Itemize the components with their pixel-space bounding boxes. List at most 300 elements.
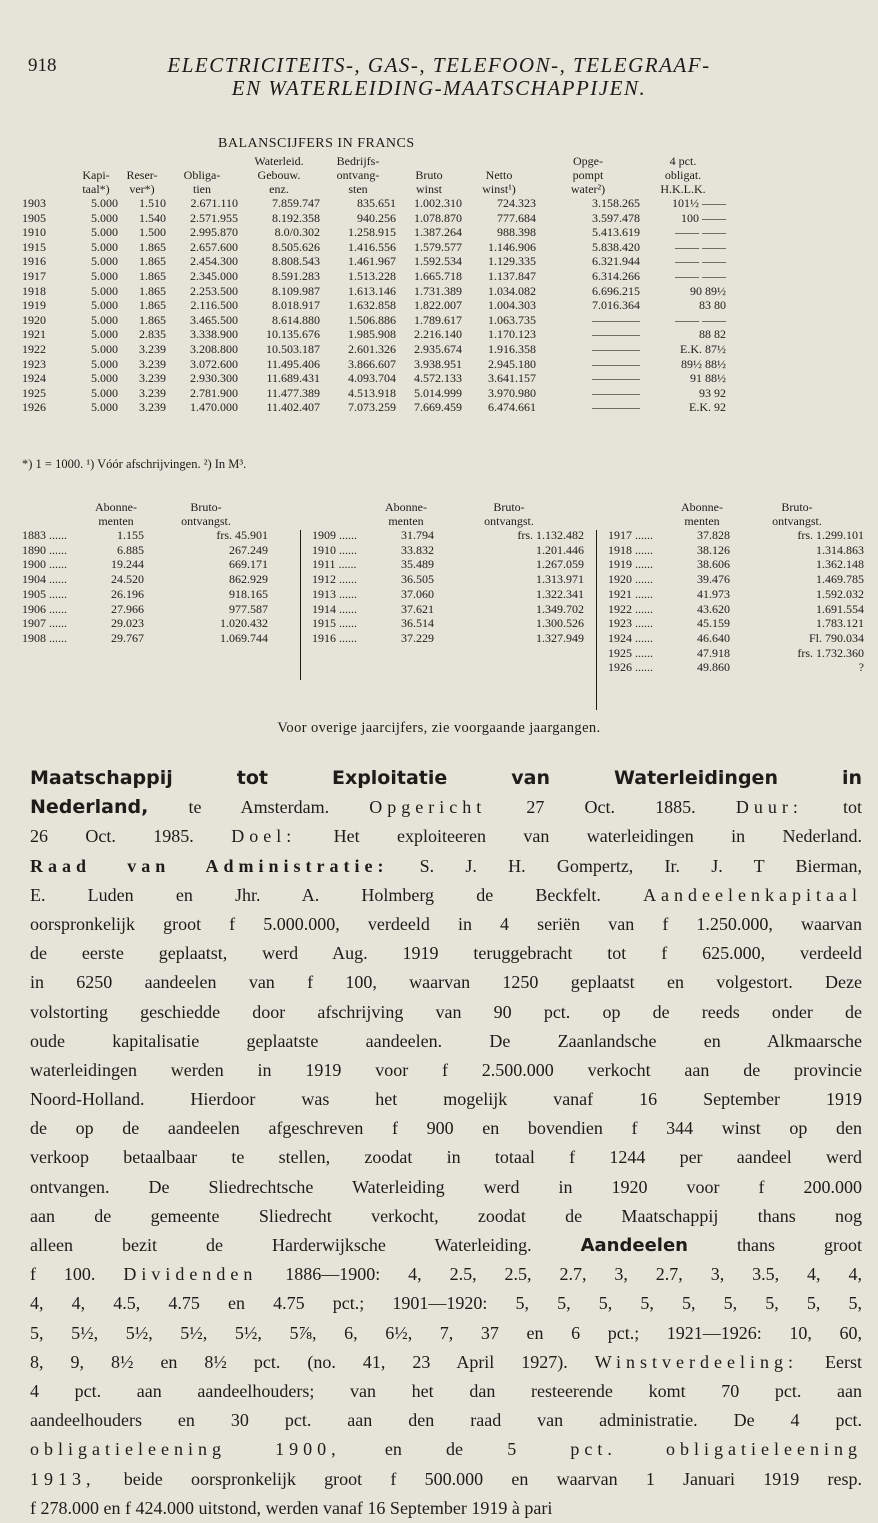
table-cell: 91 88½: [690, 371, 726, 386]
row-year: 1915: [22, 239, 46, 254]
subscribers-table-2: [312, 500, 584, 646]
text-line: 4, 4, 4.5, 4.75 en 4.75 pct.; 1901—1920: 5, 5, 5, 5, 5, 5, 5, 5, 5,: [30, 1293, 862, 1314]
row-year: 1911 ......: [312, 557, 357, 572]
table-cell: 3.970.980: [488, 385, 536, 400]
table-row: [312, 616, 584, 631]
text-segment: 1886—1900: 4, 2.5, 2.5, 2.7, 3, 2.7, 3, 3.5, 4, 4,: [257, 1264, 862, 1285]
row-year: 1925 ......: [608, 645, 653, 660]
row-year: 1924: [22, 371, 46, 386]
table-cell: 46.640: [697, 630, 730, 645]
table-cell: 3.641.157: [488, 371, 536, 386]
table-cell: 37.621: [401, 601, 434, 616]
row-year: 1920: [22, 312, 46, 327]
table-cell: 3.338.900: [190, 327, 238, 342]
table-cell: 3.465.500: [190, 312, 238, 327]
table-cell: 33.832: [401, 542, 434, 557]
table-cell: 5.000: [91, 385, 118, 400]
keyword-profit-distribution: Winstverdeeling:: [594, 1351, 799, 1372]
table-cell: frs. 1.299.101: [797, 528, 864, 542]
text-line: f 278.000 en f 424.000 uitstond, werden vanaf 16 September 1919 à pari: [30, 1497, 553, 1518]
row-year: 1918 ......: [608, 542, 653, 557]
table-cell: 5.000: [91, 298, 118, 313]
table-cell: 2.116.500: [190, 298, 238, 313]
text-segment: beide oorspronkelijk groot f 500.000 en waarvan 1 Januari 1919 resp.: [95, 1468, 862, 1489]
table-cell: 1.469.785: [816, 572, 864, 587]
table-cell: 83 80: [699, 298, 726, 313]
balance-table-title: BALANSCIJFERS IN FRANCS: [218, 136, 415, 151]
table-cell: 5.000: [91, 283, 118, 298]
table-cell: —— ——: [675, 312, 726, 327]
table-cell: ————: [592, 400, 640, 415]
table-cell: 36.514: [401, 616, 434, 631]
subscribers-table-3: [608, 500, 864, 675]
table-cell: 5.413.619: [592, 225, 640, 240]
table-cell: ————: [592, 327, 640, 342]
table-cell: ————: [592, 385, 640, 400]
table-cell: 6.885: [117, 542, 144, 557]
table-cell: 8.808.543: [272, 254, 320, 269]
company-description: [30, 764, 862, 1523]
table-row: [22, 528, 268, 543]
row-year: 1903: [22, 196, 46, 210]
table-row: [608, 528, 864, 543]
table-cell: 5.000: [91, 239, 118, 254]
table-cell: 101½ ——: [672, 196, 726, 210]
table-row: [22, 327, 726, 342]
table-cell: 37.828: [697, 528, 730, 542]
table-row: [22, 557, 268, 572]
text-line: de eerste geplaatst, werd Aug. 1919 teruggebracht tot f 625.000, verdeeld: [30, 943, 862, 964]
text-line: ontvangen. De Sliedrechtsche Waterleiding werd in 1920 voor f 200.000: [30, 1176, 862, 1197]
text-line: [30, 852, 862, 881]
row-year: 1920 ......: [608, 572, 653, 587]
table-cell: ————: [592, 356, 640, 371]
table-row: [312, 543, 584, 558]
table-row: [608, 587, 864, 602]
table-row: [22, 616, 268, 631]
row-year: 1917 ......: [608, 528, 653, 542]
table-cell: 5.000: [91, 196, 118, 210]
table-cell: 3.597.478: [592, 210, 640, 225]
table-row: [608, 557, 864, 572]
table-cell: 6.474.661: [488, 400, 536, 415]
table-cell: 3.208.800: [190, 341, 238, 356]
table-cell: 1.201.446: [536, 542, 584, 557]
table-cell: 37.060: [401, 586, 434, 601]
table-cell: 10.135.676: [266, 327, 320, 342]
table-cell: 5.000: [91, 210, 118, 225]
table-cell: 977.587: [229, 601, 268, 616]
balance-column-header: 4 pct. obligat. H.K.L.K.: [660, 154, 706, 196]
keyword-bond-year: 1913,: [30, 1468, 96, 1489]
text-segment: S. J. H. Gompertz, Ir. J. T Bierman,: [388, 855, 862, 876]
table-row: [22, 543, 268, 558]
balance-footnote: *) 1 = 1000. ¹) Vóór afschrijvingen. ²) In M³.: [22, 457, 247, 471]
table-cell: 8.614.880: [272, 312, 320, 327]
table-cell: 89½ 88½: [681, 356, 726, 371]
table-cell: 1.500: [139, 225, 166, 240]
table-cell: 1.004.303: [488, 298, 536, 313]
table-cell: 5.000: [91, 327, 118, 342]
text-segment: E. Luden en Jhr. A. Holmberg de Beckfelt.: [30, 884, 644, 905]
table-cell: 7.016.364: [592, 298, 640, 313]
table-cell: 2.345.000: [190, 268, 238, 283]
balance-column-header: Bruto winst: [415, 168, 443, 196]
table-cell: 11.689.431: [266, 371, 320, 386]
row-year: 1918: [22, 283, 46, 298]
table-row: [608, 646, 864, 661]
table-row: [22, 269, 726, 284]
table-cell: 5.000: [91, 400, 118, 415]
table-row: [312, 557, 584, 572]
table-cell: 918.165: [229, 586, 268, 601]
row-year: 1923 ......: [608, 616, 653, 631]
table-cell: 5.000: [91, 268, 118, 283]
table-cell: 4.572.133: [414, 371, 462, 386]
row-year: 1922: [22, 341, 46, 356]
table-cell: 5.014.999: [414, 385, 462, 400]
table-cell: 36.505: [401, 572, 434, 587]
text-segment: f 100.: [30, 1264, 124, 1285]
table-cell: —— ——: [675, 239, 726, 254]
table-row: [22, 313, 726, 328]
text-line: 5, 5½, 5½, 5½, 5½, 5⅞, 6, 6½, 7, 37 en 6 pct.; 1921—1926: 10, 60,: [30, 1322, 862, 1343]
balance-column-header: Opge- pompt water²): [570, 154, 606, 196]
keyword-purpose: Doel:: [231, 826, 297, 847]
table-cell: 1.069.744: [220, 630, 268, 645]
table-cell: E.K. 87½: [680, 341, 726, 356]
table-cell: 90 89½: [690, 283, 726, 298]
balance-figures-table: [22, 154, 726, 415]
table-cell: 2.945.180: [488, 356, 536, 371]
table-row: [22, 342, 726, 357]
table-cell: 3.866.607: [348, 356, 396, 371]
table-cell: 27.966: [111, 601, 144, 616]
table-cell: 8.192.358: [272, 210, 320, 225]
balance-column-header: Bedrijfs- ontvang- sten: [336, 154, 380, 196]
table-cell: 5.838.420: [592, 239, 640, 254]
table-cell: 2.601.326: [348, 341, 396, 356]
table-cell: frs. 1.732.360: [797, 645, 864, 660]
row-year: 1919: [22, 298, 46, 313]
table-cell: 862.929: [229, 572, 268, 587]
company-name-cont: Nederland,: [30, 796, 149, 819]
see-previous-volumes-note: Voor overige jaarcijfers, zie voorgaande jaargangen.: [277, 720, 601, 736]
table-cell: 1.327.949: [536, 630, 584, 645]
table-cell: 11.402.407: [266, 400, 320, 415]
table-cell: 8.591.283: [272, 268, 320, 283]
column-divider: [300, 530, 301, 680]
table-row: [312, 587, 584, 602]
table-cell: 1.155: [117, 528, 144, 542]
table-cell: 5.000: [91, 371, 118, 386]
table-cell: 6.321.944: [592, 254, 640, 269]
table-cell: 1.300.526: [536, 616, 584, 631]
table-cell: 1.865: [139, 312, 166, 327]
row-year: 1914 ......: [312, 601, 357, 616]
subscribers-header-revenue: Bruto- ontvangst.: [772, 500, 822, 528]
keyword-shares: Aandeelen: [580, 1235, 688, 1256]
row-year: 1904 ......: [22, 572, 67, 587]
table-cell: 5.000: [91, 312, 118, 327]
table-cell: 41.973: [697, 586, 730, 601]
table-cell: 940.256: [357, 210, 396, 225]
table-cell: Fl. 790.034: [808, 630, 864, 645]
table-cell: 31.794: [401, 528, 434, 542]
text-segment: 26 Oct. 1985.: [30, 826, 232, 847]
table-row: [312, 528, 584, 543]
table-cell: 100 ——: [681, 210, 726, 225]
keyword-bond-1900: obligatieleening 1900,: [30, 1439, 341, 1460]
table-cell: 37.229: [401, 630, 434, 645]
text-line: oude kapitalisatie geplaatste aandeelen. De Zaanlandsche en Alkmaarsche: [30, 1030, 862, 1051]
row-year: 1905: [22, 210, 46, 225]
table-row: [22, 572, 268, 587]
text-segment: Het exploiteeren van waterleidingen in Nederland.: [296, 826, 862, 847]
row-year: 1908 ......: [22, 630, 67, 645]
text-line: [30, 1465, 862, 1494]
table-cell: 8.505.626: [272, 239, 320, 254]
table-cell: 29.023: [111, 616, 144, 631]
table-cell: 1.865: [139, 283, 166, 298]
balance-column-header: Kapi- taal*): [82, 168, 110, 196]
text-line: 4 pct. aan aandeelhouders; van het dan resteerende komt 70 pct. aan: [30, 1380, 862, 1401]
keyword-founded: Opgericht: [369, 797, 487, 818]
table-row: [22, 386, 726, 401]
table-cell: 8.018.917: [272, 298, 320, 313]
text-line: [30, 822, 862, 851]
table-cell: 1.137.847: [488, 268, 536, 283]
table-cell: 88 82: [699, 327, 726, 342]
keyword-board: Raad van Administratie:: [30, 855, 389, 876]
table-cell: 45.159: [697, 616, 730, 631]
subscribers-header-count: Abonne- menten: [385, 500, 427, 528]
text-line: de op de aandeelen afgeschreven f 900 en bovendien f 344 winst op den: [30, 1118, 862, 1139]
table-row: [22, 298, 726, 313]
row-year: 1913 ......: [312, 586, 357, 601]
table-cell: 2.930.300: [190, 371, 238, 386]
row-year: 1926 ......: [608, 660, 653, 675]
table-cell: 1.267.059: [536, 557, 584, 572]
table-cell: 24.520: [111, 572, 144, 587]
table-cell: 1.865: [139, 254, 166, 269]
table-cell: 8.0/0.302: [274, 225, 320, 240]
row-year: 1916: [22, 254, 46, 269]
text-segment: 8, 9, 8½ en 8½ pct. (no. 41, 23 April 1927).: [30, 1351, 595, 1372]
table-cell: 2.216.140: [414, 327, 462, 342]
table-cell: 49.860: [697, 660, 730, 675]
table-cell: 19.244: [111, 557, 144, 572]
table-cell: 4.513.918: [348, 385, 396, 400]
table-cell: 1.170.123: [488, 327, 536, 342]
row-year: 1921: [22, 327, 46, 342]
table-cell: 4.093.704: [348, 371, 396, 386]
table-cell: 2.671.110: [190, 196, 238, 210]
table-cell: 3.239: [139, 356, 166, 371]
table-cell: 3.938.951: [414, 356, 462, 371]
table-cell: 1.129.335: [488, 254, 536, 269]
subscribers-header-count: Abonne- menten: [95, 500, 137, 528]
column-divider: [596, 530, 597, 710]
table-cell: 1.865: [139, 268, 166, 283]
table-cell: 1.416.556: [348, 239, 396, 254]
table-cell: 8.109.987: [272, 283, 320, 298]
table-cell: 2.571.955: [190, 210, 238, 225]
text-segment: 27 Oct. 1885.: [486, 797, 736, 818]
text-segment: te Amsterdam.: [148, 797, 370, 818]
keyword-share-capital: Aandeelenkapitaal: [643, 884, 862, 905]
table-cell: 3.239: [139, 341, 166, 356]
text-segment: Eerst: [798, 1351, 862, 1372]
table-cell: 1.731.389: [414, 283, 462, 298]
keyword-duration: Duur:: [735, 797, 803, 818]
row-year: 1915 ......: [312, 616, 357, 631]
table-row: [608, 660, 864, 675]
table-cell: 1.510: [139, 196, 166, 210]
table-cell: —— ——: [675, 268, 726, 283]
text-line: oorspronkelijk groot f 5.000.000, verdeeld in 4 seriën van f 1.250.000, waarvan: [30, 913, 862, 934]
balance-column-header: Reser- ver*): [126, 168, 158, 196]
subscribers-header-count: Abonne- menten: [681, 500, 723, 528]
row-year: 1909 ......: [312, 528, 357, 542]
table-cell: 1.313.971: [536, 572, 584, 587]
table-cell: 1.865: [139, 239, 166, 254]
row-year: 1883 ......: [22, 528, 67, 542]
table-cell: 1.322.341: [536, 586, 584, 601]
table-cell: —— ——: [675, 225, 726, 240]
table-cell: 35.489: [401, 557, 434, 572]
table-cell: 7.859.747: [272, 196, 320, 210]
table-cell: 5.000: [91, 225, 118, 240]
table-cell: 1.002.310: [414, 196, 462, 210]
table-row: [22, 254, 726, 269]
table-cell: 1.020.432: [220, 616, 268, 631]
table-cell: 1.470.000: [190, 400, 238, 415]
company-name: Maatschappij tot Exploitatie van Waterleidingen in: [30, 767, 862, 789]
table-cell: 669.171: [229, 557, 268, 572]
text-segment: thans groot: [688, 1235, 862, 1255]
table-cell: 267.249: [229, 542, 268, 557]
table-cell: 3.239: [139, 385, 166, 400]
balance-column-header: Waterleid. Gebouw. enz.: [254, 154, 304, 196]
table-row: [22, 631, 268, 646]
table-cell: 1.592.032: [816, 586, 864, 601]
table-row: [312, 602, 584, 617]
row-year: 1906 ......: [22, 601, 67, 616]
table-row: [22, 357, 726, 372]
table-cell: 2.835: [139, 327, 166, 342]
table-cell: 11.495.406: [266, 356, 320, 371]
table-cell: 38.126: [697, 542, 730, 557]
subscribers-header-revenue: Bruto- ontvangst.: [484, 500, 534, 528]
text-line: waterleidingen werden in 1919 voor f 2.500.000 verkocht aan de provincie: [30, 1059, 862, 1080]
table-cell: 1.362.148: [816, 557, 864, 572]
text-segment: alleen bezit de Harderwijksche Waterleiding.: [30, 1235, 581, 1255]
row-year: 1910 ......: [312, 542, 357, 557]
table-cell: 2.454.300: [190, 254, 238, 269]
table-cell: 1.461.967: [348, 254, 396, 269]
text-line: [30, 793, 862, 822]
running-header-line-1: ELECTRICITEITS-, GAS-, TELEFOON-, TELEGRAAF-: [167, 53, 711, 77]
balance-column-header: Obliga- tien: [183, 168, 221, 196]
table-cell: 5.000: [91, 341, 118, 356]
table-cell: 43.620: [697, 601, 730, 616]
table-cell: E.K. 92: [689, 400, 726, 415]
table-row: [312, 631, 584, 646]
row-year: 1910: [22, 225, 46, 240]
table-row: [608, 572, 864, 587]
table-row: [608, 631, 864, 646]
row-year: 1917: [22, 268, 46, 283]
table-cell: 1.592.534: [414, 254, 462, 269]
table-cell: 29.767: [111, 630, 144, 645]
table-cell: 1.916.358: [488, 341, 536, 356]
table-cell: 1.822.007: [414, 298, 462, 313]
subscribers-table-1: [22, 500, 268, 646]
row-year: 1900 ......: [22, 557, 67, 572]
table-cell: ————: [592, 312, 640, 327]
row-year: 1923: [22, 356, 46, 371]
subscribers-header-revenue: Bruto- ontvangst.: [181, 500, 231, 528]
table-cell: —— ——: [675, 254, 726, 269]
page-number: 918: [28, 55, 57, 76]
table-cell: 1.985.908: [348, 327, 396, 342]
table-cell: 1.865: [139, 298, 166, 313]
table-cell: 1.258.915: [348, 225, 396, 240]
table-cell: 988.398: [497, 225, 536, 240]
table-cell: 6.696.215: [592, 283, 640, 298]
table-cell: ————: [592, 341, 640, 356]
row-year: 1912 ......: [312, 572, 357, 587]
table-cell: 1.789.617: [414, 312, 462, 327]
table-cell: 7.669.459: [414, 400, 462, 415]
table-cell: 1.783.121: [816, 616, 864, 631]
table-cell: 3.239: [139, 371, 166, 386]
row-year: 1926: [22, 400, 46, 415]
text-line: Noord-Holland. Hierdoor was het mogelijk vanaf 16 September 1919: [30, 1089, 862, 1110]
table-cell: 1.506.886: [348, 312, 396, 327]
table-row: [608, 543, 864, 558]
text-line: verkoop betaalbaar te stellen, zoodat in totaal f 1244 per aandeel werd: [30, 1147, 862, 1168]
row-year: 1907 ......: [22, 616, 67, 631]
table-cell: 10.503.187: [266, 341, 320, 356]
row-year: 1916 ......: [312, 630, 357, 645]
text-line: volstorting geschiedde door afschrijving van 90 pct. op de reeds onder de: [30, 1001, 862, 1022]
table-row: [22, 225, 726, 240]
table-cell: 3.239: [139, 400, 166, 415]
table-cell: 5.000: [91, 356, 118, 371]
table-row: [608, 616, 864, 631]
table-row: [22, 284, 726, 299]
table-cell: 39.476: [697, 572, 730, 587]
table-cell: 2.657.600: [190, 239, 238, 254]
balance-column-header: [22, 154, 74, 196]
text-line: [30, 1231, 862, 1260]
table-row: [22, 240, 726, 255]
table-cell: 1.349.702: [536, 601, 584, 616]
table-cell: 2.995.870: [190, 225, 238, 240]
text-segment: tot: [802, 797, 862, 818]
text-line: [30, 1260, 862, 1289]
text-line: aandeelhouders en 30 pct. aan den raad van administratie. De 4 pct.: [30, 1410, 862, 1431]
row-year: 1922 ......: [608, 601, 653, 616]
row-year: 1921 ......: [608, 586, 653, 601]
text-line: [30, 1348, 862, 1377]
table-cell: 1.078.870: [414, 210, 462, 225]
table-cell: 1.314.863: [816, 542, 864, 557]
table-cell: 1.540: [139, 210, 166, 225]
table-cell: 3.158.265: [592, 196, 640, 210]
